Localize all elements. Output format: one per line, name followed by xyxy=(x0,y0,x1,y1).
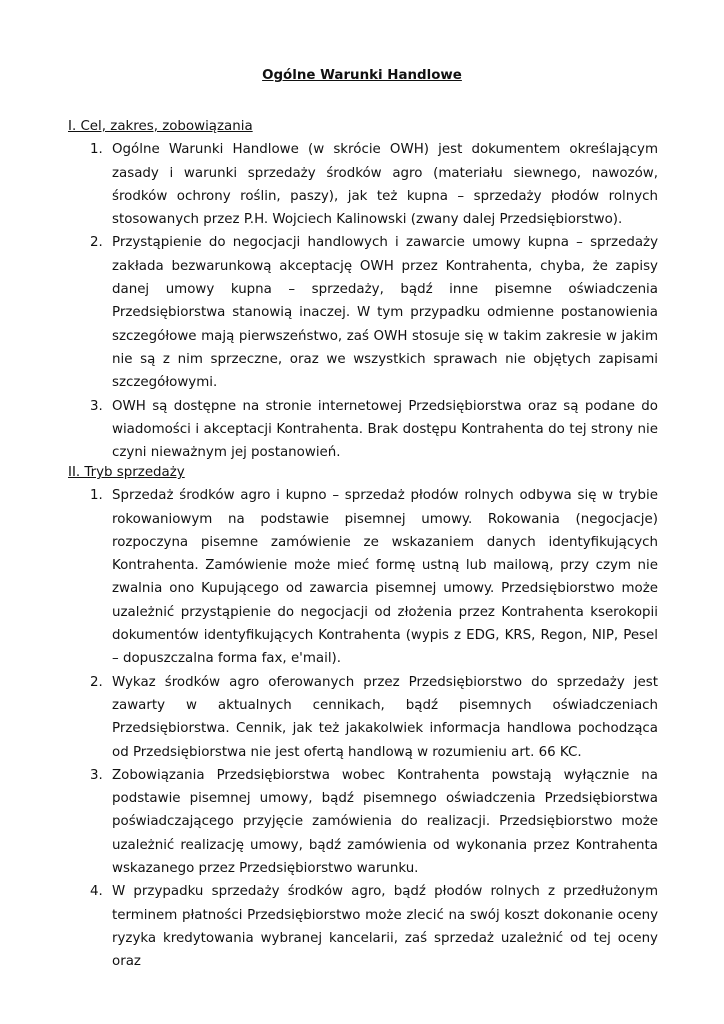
list-item-number: 1. xyxy=(90,488,103,504)
list-item xyxy=(68,484,658,670)
section-heading: I. Cel, zakres, zobowiązania xyxy=(68,119,253,134)
list-item xyxy=(68,880,658,973)
list-item xyxy=(68,231,658,394)
section-cel-zakres xyxy=(68,115,658,464)
list-item-number: 3. xyxy=(90,398,103,414)
list-item-text: Sprzedaż środków agro i kupno – sprzedaż płodów rolnych odbywa się w trybie rokowaniowym na podstawie pisemnej umowy. Rokowania (negocjacje) rozpoczyna pisemne zamówienie ze wskazaniem danych identyfikujących Kontrahenta. Zamówienie może mieć formę ustną lub mailową, przy czym nie zwalnia ono Kupującego od zawarcia pisemnej umowy. Przedsiębiorstwo może uzależnić przystąpienie do negocjacji od złożenia przez Kontrahenta kserokopii dokumentów identyfikujących Kontrahenta (wypis z EDG, KRS, Regon, NIP, Pesel – dopuszczalna forma fax, e'mail). xyxy=(112,488,658,667)
list-item-number: 2. xyxy=(90,235,103,251)
list-item-number: 4. xyxy=(90,884,103,900)
section-list xyxy=(68,484,658,973)
section-heading: II. Tryb sprzedaży xyxy=(68,465,185,480)
list-item-number: 1. xyxy=(90,142,103,158)
list-item-text: Wykaz środków agro oferowanych przez Przedsiębiorstwo do sprzedaży jest zawarty w aktualnych cennikach, bądź pisemnych oświadczeniach Przedsiębiorstwa. Cennik, jak też jakakolwiek informacja handlowa pochodząca od Przedsiębiorstwa nie jest ofertą handlową w rozumieniu art. 66 KC. xyxy=(112,674,658,760)
list-item xyxy=(68,671,658,764)
section-list xyxy=(68,138,658,464)
list-item-text: OWH są dostępne na stronie internetowej Przedsiębiorstwa oraz są podane do wiadomości i akceptacji Kontrahenta. Brak dostępu Kontrahenta do tej strony nie czyni nieważnym jej postanowień. xyxy=(112,398,658,461)
list-item-number: 2. xyxy=(90,674,103,690)
list-item-text: W przypadku sprzedaży środków agro, bądź płodów rolnych z przedłużonym terminem płatności Przedsiębiorstwo może zlecić na swój koszt dokonanie oceny ryzyka kredytowania wybranej kancelarii, zaś sprzedaż uzależnić od tej oceny oraz xyxy=(112,884,658,970)
list-item xyxy=(68,395,658,465)
document-title: Ogólne Warunki Handlowe xyxy=(262,68,462,83)
list-item-text: Przystąpienie do negocjacji handlowych i zawarcie umowy kupna – sprzedaży zakłada bezwarunkową akceptację OWH przez Kontrahenta, chyba, że zapisy danej umowy kupna – sprzedaży, bądź inne pisemne oświadczenia Przedsiębiorstwa stanowią inaczej. W tym przypadku odmienne postanowienia szczegółowe mają pierwszeństwo, zaś OWH stosuje się w takim zakresie w jakim nie są z nim sprzeczne, oraz we wszystkich sprawach nie objętych zapisami szczegółowymi. xyxy=(112,235,658,391)
list-item xyxy=(68,138,658,231)
list-item xyxy=(68,764,658,880)
list-item-text: Ogólne Warunki Handlowe (w skrócie OWH) jest dokumentem określającym zasady i warunki sprzedaży środków agro (materiału siewnego, nawozów, środków ochrony roślin, paszy), jak też kupna – sprzedaży płodów rolnych stosowanych przez P.H. Wojciech Kalinowski (zwany dalej Przedsiębiorstwo). xyxy=(112,142,658,228)
list-item-number: 3. xyxy=(90,767,103,783)
section-tryb-sprzedazy xyxy=(68,461,658,974)
list-item-text: Zobowiązania Przedsiębiorstwa wobec Kontrahenta powstają wyłącznie na podstawie pisemnej umowy, bądź pisemnego oświadczenia Przedsiębiorstwa poświadczającego przyjęcie zamówienia do realizacji. Przedsiębiorstwo może uzależnić realizację umowy, bądź zamówienia od wykonania przez Kontrahenta wskazanego przez Przedsiębiorstwo warunku. xyxy=(112,767,658,877)
